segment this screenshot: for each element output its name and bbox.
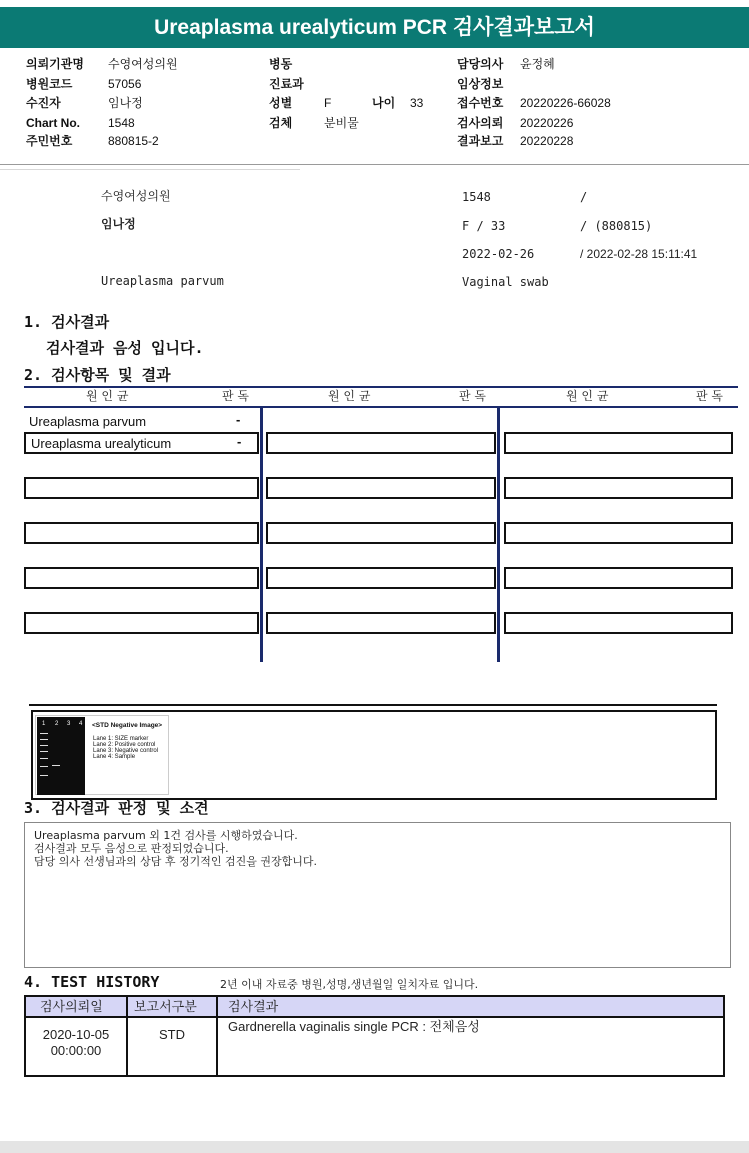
report-title: Ureaplasma urealyticum PCR 검사결과보고서 <box>0 7 749 48</box>
ward-label: 병동 <box>269 57 293 71</box>
clinical-info-label: 임상정보 <box>457 77 504 91</box>
history-divider <box>216 997 218 1075</box>
doctor-label: 담당의사 <box>457 57 504 71</box>
summary-reported: / 2022-02-28 15:11:41 <box>580 247 698 261</box>
marker-band <box>40 739 48 740</box>
col-header-pathogen-1: 원 인 균 <box>86 389 129 403</box>
history-note: 2년 이내 자료중 병원,성명,생년월일 일치자료 입니다. <box>220 978 479 991</box>
report-date-label: 결과보고 <box>457 134 504 148</box>
lane-label: 2 <box>55 721 59 727</box>
col-header-result-1: 판 독 <box>222 389 249 403</box>
history-col-result: 검사결과 <box>228 999 279 1014</box>
history-date-time: 00:00:00 <box>50 1043 102 1058</box>
opinion-line: 검사결과 모두 음성으로 판정되었습니다. <box>34 842 229 855</box>
table-divider-2 <box>497 406 500 662</box>
table-cell-empty <box>504 522 733 544</box>
marker-band <box>40 766 48 767</box>
patient-value: 임나정 <box>108 96 143 110</box>
specimen-label: 검체 <box>269 116 293 130</box>
col-header-pathogen-2: 원 인 균 <box>328 389 371 403</box>
lane-label: 3 <box>67 721 71 727</box>
gel-title: <STD Negative Image> <box>92 722 163 729</box>
doctor-value: 윤정혜 <box>520 57 555 71</box>
history-col-date: 검사의뢰일 <box>40 999 103 1014</box>
chart-no-value: 1548 <box>108 116 135 130</box>
patient-label: 수진자 <box>26 96 61 110</box>
lane-label: 4 <box>79 721 83 727</box>
section-3-title: 3. 검사결과 판정 및 소견 <box>24 799 209 817</box>
history-type: STD <box>159 1027 185 1042</box>
summary-patient: 임나정 <box>101 217 136 231</box>
request-date-value: 20220226 <box>520 116 574 130</box>
section-1-result: 검사결과 음성 입니다. <box>46 339 204 357</box>
pathogen-result: - <box>237 434 242 449</box>
summary-sex-age: F / 33 <box>462 219 506 233</box>
table-header-rule <box>24 406 738 408</box>
resident-no-value: 880815-2 <box>108 134 159 148</box>
pathogen-result: - <box>236 412 241 427</box>
section-4-title: 4. TEST HISTORY <box>24 973 160 991</box>
footer-band <box>0 1141 749 1153</box>
table-cell-empty <box>24 522 259 544</box>
table-cell-empty <box>266 567 496 589</box>
hospital-code-value: 57056 <box>108 77 142 91</box>
pathogen-name: Ureaplasma urealyticum <box>31 436 172 451</box>
gel-lanes <box>37 717 85 795</box>
summary-specimen: Vaginal swab <box>462 275 549 289</box>
table-cell-empty <box>504 432 733 454</box>
marker-band <box>40 751 48 752</box>
history-col-type: 보고서구분 <box>134 999 197 1014</box>
age-value: 33 <box>410 96 424 110</box>
summary-clinic: 수영여성의원 <box>101 189 171 203</box>
accession-no-value: 20220226-66028 <box>520 96 611 110</box>
gel-legend-item: Lane 2: Positive control <box>93 742 156 748</box>
history-header <box>26 997 723 1018</box>
image-rule <box>29 704 717 706</box>
marker-band <box>40 775 48 776</box>
positive-band <box>52 765 60 766</box>
marker-band <box>40 733 48 734</box>
table-cell-empty <box>24 612 259 634</box>
opinion-box <box>24 822 731 968</box>
opinion-line: Ureaplasma parvum 외 1건 검사를 시행하였습니다. <box>34 829 298 842</box>
pathogen-name: Ureaplasma parvum <box>29 414 147 429</box>
col-header-pathogen-3: 원 인 균 <box>566 389 609 403</box>
col-header-result-2: 판 독 <box>459 389 486 403</box>
marker-band <box>40 745 48 746</box>
section-2-title: 2. 검사항목 및 결과 <box>24 366 171 384</box>
request-date-label: 검사의뢰 <box>457 116 504 130</box>
hospital-code-label: 병원코드 <box>26 77 73 91</box>
table-cell-empty <box>504 477 733 499</box>
summary-chart: 1548 <box>462 190 491 204</box>
accession-no-label: 접수번호 <box>457 96 504 110</box>
clinic-name-value: 수영여성의원 <box>108 57 178 71</box>
section-1-title: 1. 검사결과 <box>24 313 110 331</box>
header-divider <box>0 164 749 165</box>
gel-legend-item: Lane 1: SIZE marker <box>93 736 149 742</box>
gel-image <box>35 715 169 795</box>
table-cell-empty <box>266 522 496 544</box>
resident-no-label: 주민번호 <box>26 134 73 148</box>
col-header-result-3: 판 독 <box>696 389 723 403</box>
dept-label: 진료과 <box>269 77 304 91</box>
gel-legend-item: Lane 4: Sample <box>93 754 136 760</box>
sex-label: 성별 <box>269 96 293 110</box>
table-cell-empty <box>266 612 496 634</box>
age-label: 나이 <box>372 96 396 110</box>
history-table <box>24 995 725 1077</box>
summary-birth: / (880815) <box>580 219 653 233</box>
opinion-line: 담당 의사 선생님과의 상담 후 정기적인 검진을 권장합니다. <box>34 855 317 868</box>
table-divider-1 <box>260 406 263 662</box>
header-divider-thin <box>0 169 300 170</box>
table-cell-empty <box>504 612 733 634</box>
table-cell-empty <box>266 477 496 499</box>
summary-organism: Ureaplasma parvum <box>101 274 224 288</box>
clinic-name-label: 의뢰기관명 <box>26 57 84 71</box>
specimen-value: 분비물 <box>324 116 359 130</box>
history-date <box>26 1027 126 1059</box>
lane-label: 1 <box>42 721 46 727</box>
summary-slash: / <box>580 190 588 204</box>
history-date-day: 2020-10-05 <box>42 1027 110 1042</box>
chart-no-label: Chart No. <box>26 116 80 130</box>
table-row <box>24 432 259 454</box>
marker-band <box>40 758 48 759</box>
table-cell-empty <box>504 567 733 589</box>
summary-received: 2022-02-26 <box>462 247 535 261</box>
report-date-value: 20220228 <box>520 134 574 148</box>
sex-value: F <box>324 96 332 110</box>
gel-legend-item: Lane 3: Negative control <box>93 748 159 754</box>
table-cell-empty <box>24 477 259 499</box>
table-cell-empty <box>266 432 496 454</box>
table-cell-empty <box>24 567 259 589</box>
history-result: Gardnerella vaginalis single PCR : 전체음성 <box>228 1019 480 1034</box>
table-top-rule <box>24 386 738 388</box>
